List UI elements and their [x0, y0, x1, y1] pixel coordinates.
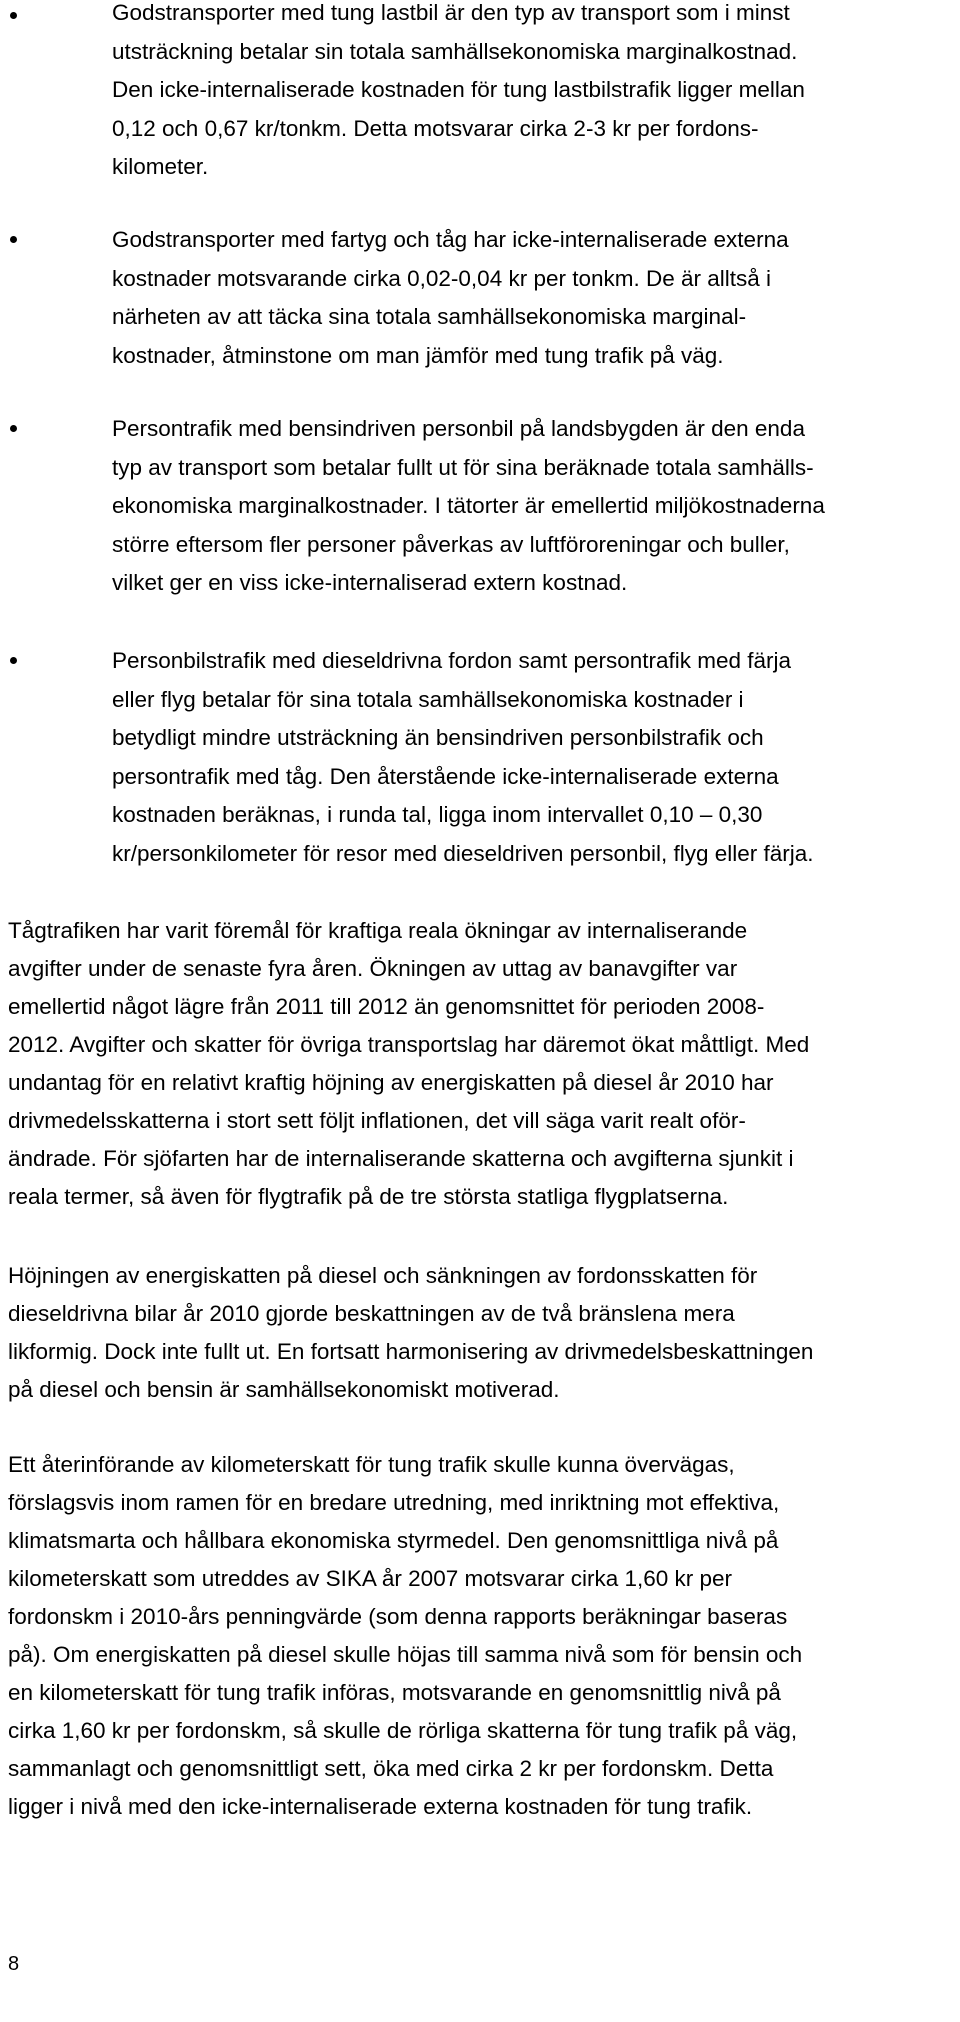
text-line: förslagsvis inom ramen för en bredare utredning, med inriktning mot effektiva,	[8, 1490, 780, 1515]
text-line: fordonskm i 2010-års penningvärde (som denna rapports beräkningar baseras	[8, 1604, 788, 1629]
text-line: ekonomiska marginalkostnader. I tätorter är emellertid miljökostnaderna	[112, 493, 825, 518]
bullet-text	[112, 0, 947, 187]
text-line: Godstransporter med tung lastbil är den typ av transport som i minst	[112, 0, 790, 25]
text-line: reala termer, så även för flygtrafik på de tre största statliga flygplatserna.	[8, 1184, 729, 1209]
text-line: klimatsmarta och hållbara ekonomiska styrmedel. Den genomsnittliga nivå på	[8, 1528, 779, 1553]
body-paragraph	[8, 912, 953, 1216]
body-paragraph	[8, 1446, 953, 1826]
text-line: typ av transport som betalar fullt ut för sina beräknade totala samhälls-	[112, 454, 814, 480]
text-line: kr/personkilometer för resor med dieseldriven personbil, flyg eller färja.	[112, 840, 814, 866]
text-line: på). Om energiskatten på diesel skulle höjas till samma nivå som för bensin och	[8, 1642, 803, 1667]
bullet-icon	[10, 657, 17, 664]
text-line: 0,12 och 0,67 kr/tonkm. Detta motsvarar cirka 2-3 kr per fordons-	[112, 115, 759, 141]
text-line: eller flyg betalar för sina totala samhällsekonomiska kostnader i	[112, 686, 744, 712]
text-line: likformig. Dock inte fullt ut. En fortsatt harmonisering av drivmedelsbeskattningen	[8, 1339, 814, 1364]
text-line: dieseldrivna bilar år 2010 gjorde beskattningen av de två bränslena mera	[8, 1301, 735, 1326]
text-line: Den icke-internaliserade kostnaden för tung lastbilstrafik ligger mellan	[112, 77, 805, 102]
text-line: 2012. Avgifter och skatter för övriga transportslag har däremot ökat måttligt. Med	[8, 1032, 810, 1057]
bullet-icon	[10, 425, 17, 432]
text-line: ligger i nivå med den icke-internaliserade externa kostnaden för tung trafik.	[8, 1794, 753, 1819]
text-line: kostnader, åtminstone om man jämför med tung trafik på väg.	[112, 342, 724, 368]
text-line: Persontrafik med bensindriven personbil på landsbygden är den enda	[112, 416, 805, 441]
body-paragraph	[8, 1257, 953, 1409]
text-line: Personbilstrafik med dieseldrivna fordon samt persontrafik med färja	[112, 648, 792, 673]
text-line: betydligt mindre utsträckning än bensindriven personbilstrafik och	[112, 725, 764, 750]
text-line: ändrade. För sjöfarten har de internaliserande skatterna och avgifterna sjunkit i	[8, 1146, 794, 1171]
text-line: Tågtrafiken har varit föremål för kraftiga reala ökningar av internaliserande	[8, 918, 748, 943]
text-line: sammanlagt och genomsnittligt sett, öka med cirka 2 kr per fordonskm. Detta	[8, 1756, 774, 1781]
text-line: Godstransporter med fartyg och tåg har icke-internaliserade externa	[112, 227, 789, 252]
bullet-icon	[10, 236, 17, 243]
bullet-text	[112, 642, 947, 873]
bullet-text	[112, 410, 947, 603]
text-line: närheten av att täcka sina totala samhällsekonomiska marginal-	[112, 304, 747, 329]
text-line: Ett återinförande av kilometerskatt för tung trafik skulle kunna övervägas,	[8, 1452, 735, 1477]
text-line: vilket ger en viss icke-internaliserad extern kostnad.	[112, 570, 628, 595]
text-line: emellertid något lägre från 2011 till 2012 än genomsnittet för perioden 2008-	[8, 994, 765, 1019]
text-line: undantag för en relativt kraftig höjning av energiskatten på diesel år 2010 har	[8, 1070, 774, 1095]
text-line: större eftersom fler personer påverkas av luftföroreningar och buller,	[112, 531, 790, 557]
text-line: kilometer.	[112, 154, 209, 179]
text-line: Höjningen av energiskatten på diesel och sänkningen av fordonsskatten för	[8, 1263, 758, 1288]
bullet-icon	[10, 12, 17, 19]
text-line: avgifter under de senaste fyra åren. Ökningen av uttag av banavgifter var	[8, 956, 738, 981]
text-line: en kilometerskatt för tung trafik införas, motsvarande en genomsnittlig nivå på	[8, 1680, 781, 1705]
text-line: kilometerskatt som utreddes av SIKA år 2007 motsvarar cirka 1,60 kr per	[8, 1566, 733, 1591]
text-line: kostnaden beräknas, i runda tal, ligga inom intervallet 0,10 – 0,30	[112, 802, 763, 827]
text-line: persontrafik med tåg. Den återstående icke-internaliserade externa	[112, 763, 779, 789]
text-line: drivmedelsskatterna i stort sett följt inflationen, det vill säga varit realt oför-	[8, 1108, 746, 1133]
bullet-text	[112, 221, 947, 375]
text-line: cirka 1,60 kr per fordonskm, så skulle de rörliga skatterna för tung trafik på väg,	[8, 1718, 798, 1743]
text-line: utsträckning betalar sin totala samhällsekonomiska marginalkostnad.	[112, 38, 798, 64]
text-line: på diesel och bensin är samhällsekonomiskt motiverad.	[8, 1377, 560, 1402]
text-line: kostnader motsvarande cirka 0,02-0,04 kr per tonkm. De är alltså i	[112, 265, 772, 291]
page-number: 8	[8, 1953, 20, 1975]
